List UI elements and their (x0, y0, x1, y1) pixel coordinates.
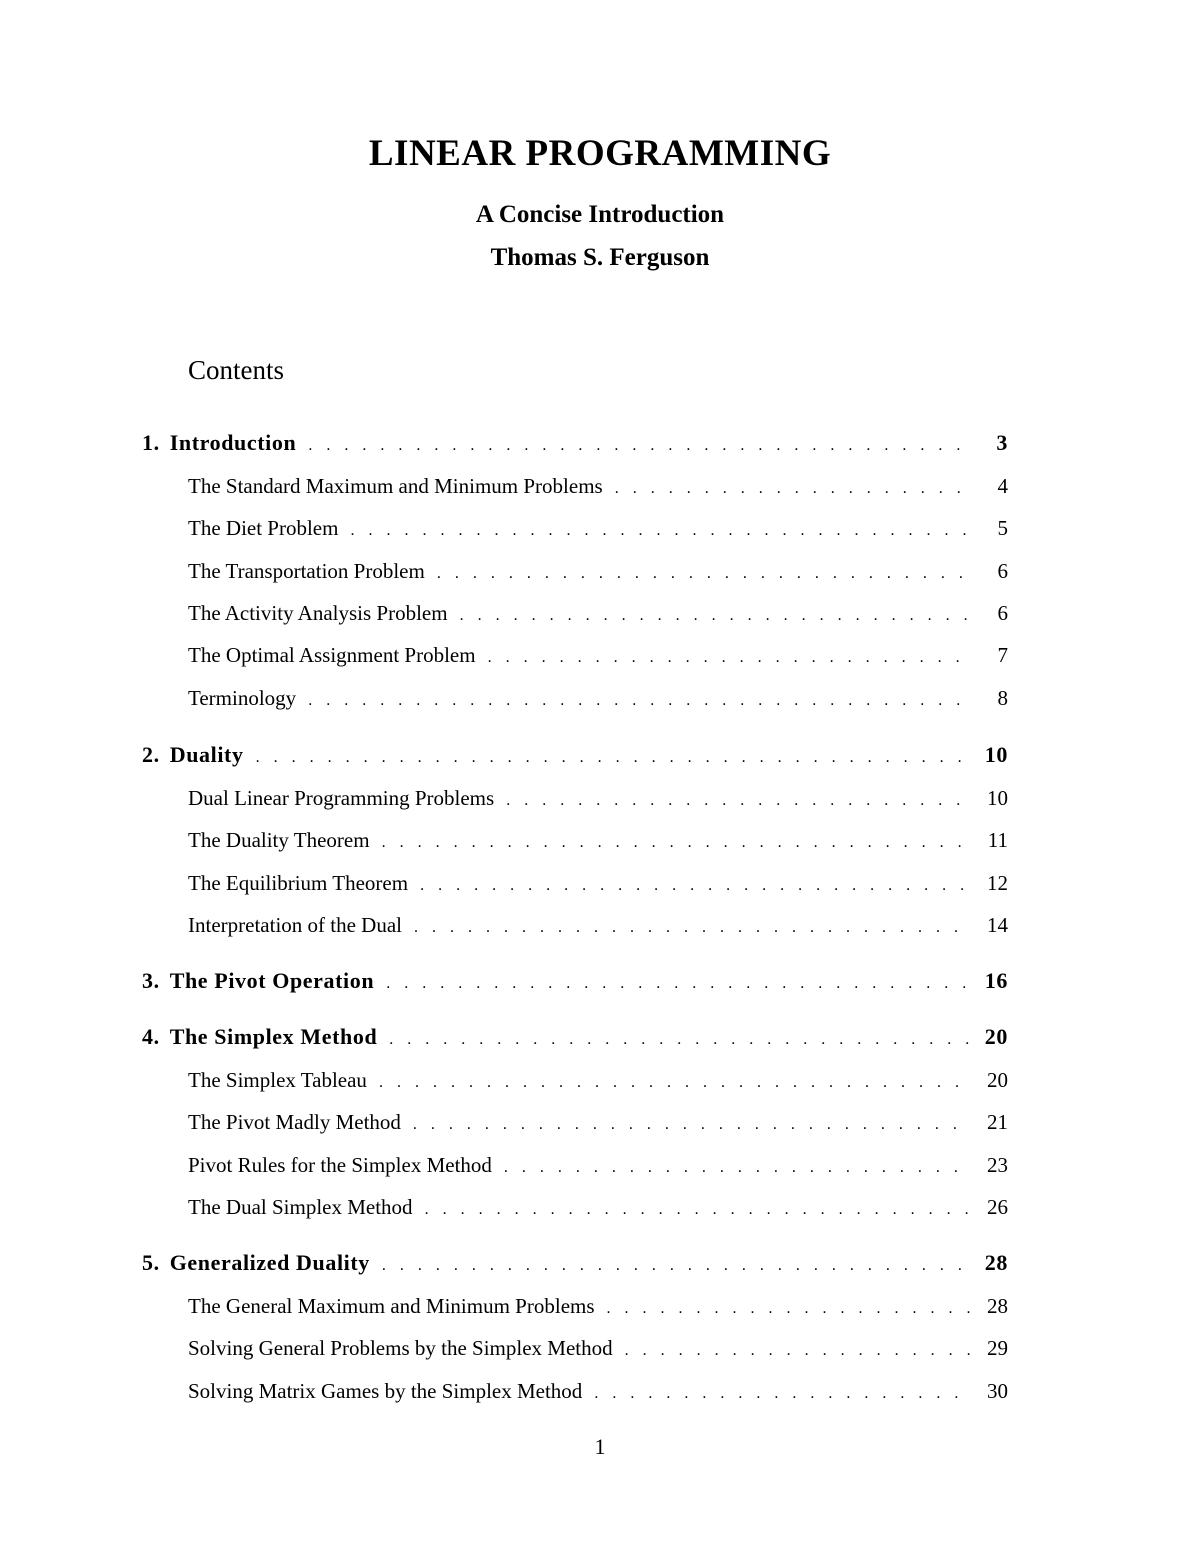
toc-leader-dots (382, 830, 972, 856)
contents-heading: Contents (188, 355, 285, 385)
toc-page-number: 14 (987, 913, 1008, 937)
toc-chapter-number: 1. (142, 430, 160, 455)
toc-page-number: 28 (987, 1294, 1008, 1318)
toc-chapter-3[interactable] (142, 968, 1008, 997)
toc-leader-dots (379, 1070, 972, 1096)
toc-section-title: Interpretation of the Dual (188, 913, 402, 937)
toc-section-title: The Optimal Assignment Problem (188, 643, 476, 667)
toc-page-number: 29 (987, 1336, 1008, 1360)
toc-chapter-number: 3. (142, 968, 160, 993)
toc-section-interpretation-dual[interactable] (188, 912, 1008, 941)
toc-leader-dots (414, 915, 972, 941)
toc-page-number: 11 (987, 828, 1008, 852)
toc-section-transportation-problem[interactable] (188, 558, 1008, 587)
toc-page-number: 20 (984, 1024, 1008, 1049)
document-title: LINEAR PROGRAMMING (368, 133, 832, 174)
toc-chapter-title: The Simplex Method (169, 1024, 378, 1049)
toc-section-pivot-madly[interactable] (188, 1109, 1008, 1138)
page-number: 1 (594, 1434, 606, 1459)
toc-section-title: Pivot Rules for the Simplex Method (188, 1153, 492, 1177)
toc-page-number: 8 (997, 686, 1008, 710)
toc-leader-dots (460, 603, 972, 629)
toc-section-diet-problem[interactable] (188, 515, 1008, 544)
toc-chapter-4[interactable] (142, 1024, 1008, 1053)
toc-leader-dots (308, 433, 972, 459)
toc-section-title: The Simplex Tableau (188, 1068, 367, 1092)
toc-page-number: 26 (987, 1195, 1008, 1219)
toc-section-general-max-min[interactable] (188, 1293, 1008, 1322)
toc-page-number: 3 (996, 430, 1008, 455)
toc-leader-dots (506, 788, 972, 814)
toc-section-title: The Duality Theorem (188, 828, 370, 852)
toc-section-title: The Equilibrium Theorem (188, 871, 409, 895)
toc-page-number: 12 (987, 871, 1008, 895)
toc-leader-dots (607, 1296, 972, 1322)
toc-section-dual-simplex[interactable] (188, 1194, 1008, 1223)
toc-leader-dots (425, 1197, 972, 1223)
toc-page-number: 28 (984, 1250, 1008, 1275)
toc-page-number: 30 (987, 1379, 1008, 1403)
toc-section-optimal-assignment[interactable] (188, 642, 1008, 671)
toc-leader-dots (594, 1381, 972, 1407)
toc-page-number: 5 (997, 516, 1008, 540)
toc-chapter-number: 4. (142, 1024, 160, 1049)
toc-leader-dots (420, 873, 972, 899)
toc-chapter-number: 2. (142, 742, 160, 767)
toc-leader-dots (413, 1112, 972, 1138)
toc-page-number: 10 (984, 742, 1008, 767)
toc-chapter-title: Introduction (169, 430, 297, 455)
toc-page-number: 4 (997, 474, 1008, 498)
toc-chapter-2[interactable] (142, 742, 1008, 771)
toc-leader-dots (615, 476, 972, 502)
toc-page-number: 7 (997, 643, 1008, 667)
toc-section-standard-problems[interactable] (188, 473, 1008, 502)
toc-section-activity-analysis[interactable] (188, 600, 1008, 629)
document-author: Thomas S. Ferguson (490, 244, 710, 271)
toc-leader-dots (382, 1253, 971, 1279)
toc-leader-dots (350, 518, 972, 544)
toc-leader-dots (389, 1027, 971, 1053)
toc-chapter-title: Duality (169, 742, 244, 767)
toc-page-number: 16 (984, 968, 1008, 993)
toc-section-matrix-games[interactable] (188, 1378, 1008, 1407)
toc-leader-dots (625, 1338, 972, 1364)
toc-chapter-title: The Pivot Operation (169, 968, 375, 993)
toc-section-title: Solving Matrix Games by the Simplex Method (188, 1379, 583, 1403)
toc-chapter-5[interactable] (142, 1250, 1008, 1279)
toc-leader-dots (256, 745, 971, 771)
toc-page-number: 23 (987, 1153, 1008, 1177)
toc-section-title: Solving General Problems by the Simplex Method (188, 1336, 613, 1360)
toc-section-solving-general[interactable] (188, 1335, 1008, 1364)
toc-section-title: The Dual Simplex Method (188, 1195, 413, 1219)
toc-page-number: 21 (987, 1110, 1008, 1134)
toc-section-title: Dual Linear Programming Problems (188, 786, 495, 810)
toc-chapter-number: 5. (142, 1250, 160, 1275)
toc-page-number: 10 (987, 786, 1008, 810)
toc-page-number: 6 (997, 559, 1008, 583)
toc-section-title: The Diet Problem (188, 516, 339, 540)
toc-section-title: The General Maximum and Minimum Problems (188, 1294, 595, 1318)
toc-section-title: Terminology (188, 686, 297, 710)
toc-section-dual-lp-problems[interactable] (188, 785, 1008, 814)
toc-page-number: 6 (997, 601, 1008, 625)
toc-section-pivot-rules[interactable] (188, 1152, 1008, 1181)
toc-leader-dots (504, 1155, 972, 1181)
toc-leader-dots (488, 645, 972, 671)
toc-leader-dots (308, 688, 972, 714)
toc-chapter-title: Generalized Duality (169, 1250, 370, 1275)
toc-section-simplex-tableau[interactable] (188, 1067, 1008, 1096)
toc-section-title: The Activity Analysis Problem (188, 601, 448, 625)
toc-leader-dots (386, 971, 971, 997)
toc-leader-dots (437, 561, 972, 587)
toc-section-duality-theorem[interactable] (188, 827, 1008, 856)
toc-section-equilibrium-theorem[interactable] (188, 870, 1008, 899)
toc-section-title: The Standard Maximum and Minimum Problems (188, 474, 603, 498)
toc-chapter-1[interactable] (142, 430, 1008, 459)
toc-section-terminology[interactable] (188, 685, 1008, 714)
toc-section-title: The Transportation Problem (188, 559, 425, 583)
document-subtitle: A Concise Introduction (475, 201, 725, 228)
toc-section-title: The Pivot Madly Method (188, 1110, 401, 1134)
toc-page-number: 20 (987, 1068, 1008, 1092)
